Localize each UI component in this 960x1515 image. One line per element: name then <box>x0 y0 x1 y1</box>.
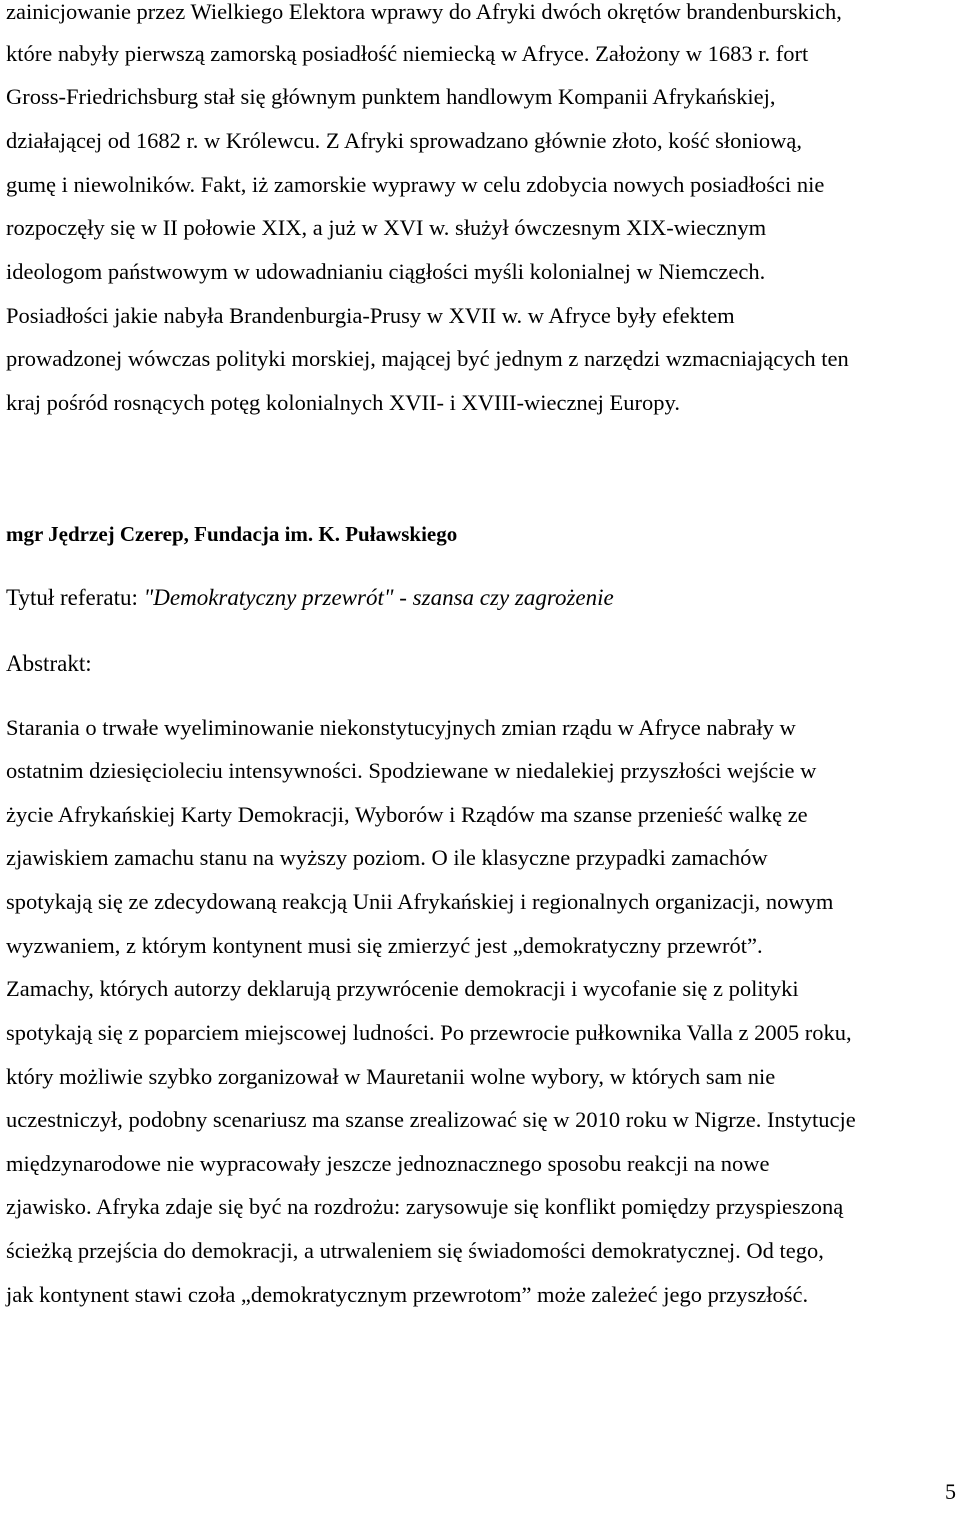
paragraph-line: prowadzonej wówczas polityki morskiej, mającej być jednym z narzędzi wzmacniających ten <box>6 346 849 371</box>
abstract-line: Zamachy, których autorzy deklarują przywrócenie demokracji i wycofanie się z polityki <box>6 976 799 1001</box>
abstract-line: który możliwie szybko zorganizował w Mauretanii wolne wybory, w których sam nie <box>6 1064 776 1089</box>
abstract-line: zjawisko. Afryka zdaje się być na rozdrożu: zarysowuje się konflikt pomiędzy przyspieszoną <box>6 1194 844 1219</box>
abstract-line: Starania o trwałe wyeliminowanie niekonstytucyjnych zmian rządu w Afryce nabrały w <box>6 715 796 740</box>
paragraph-line: rozpoczęły się w II połowie XIX, a już w XVI w. służył ówczesnym XIX-wiecznym <box>6 215 767 240</box>
title-label: Tytuł referatu: <box>6 585 144 610</box>
paragraph-line: kraj pośród rosnących potęg kolonialnych XVII- i XVIII-wiecznej Europy. <box>6 390 680 415</box>
abstract-line: ostatnim dziesięcioleciu intensywności. Spodziewane w niedalekiej przyszłości wejście w <box>6 758 817 783</box>
paragraph-line: gumę i niewolników. Fakt, iż zamorskie wyprawy w celu zdobycia nowych posiadłości nie <box>6 172 825 197</box>
paragraph-line: zainicjowanie przez Wielkiego Elektora wprawy do Afryki dwóch okrętów brandenburskich, <box>6 0 842 24</box>
abstract-heading: Abstrakt: <box>6 651 92 676</box>
abstract-line: spotykają się z poparciem miejscowej ludności. Po przewrocie pułkownika Valla z 2005 roku, <box>6 1020 852 1045</box>
abstract-line: jak kontynent stawi czoła „demokratycznym przewrotom” może zależeć jego przyszłość. <box>6 1282 809 1307</box>
paragraph-line: Posiadłości jakie nabyła Brandenburgia-Prusy w XVII w. w Afryce były efektem <box>6 303 735 328</box>
abstract-line: życie Afrykańskiej Karty Demokracji, Wyborów i Rządów ma szanse przenieść walkę ze <box>6 802 808 827</box>
abstract-line: uczestniczył, podobny scenariusz ma szanse zrealizować się w 2010 roku w Nigrze. Instytucje <box>6 1107 856 1132</box>
abstract-line: międzynarodowe nie wypracowały jeszcze jednoznacznego sposobu reakcji na nowe <box>6 1151 770 1176</box>
author-line: mgr Jędrzej Czerep, Fundacja im. K. Puławskiego <box>6 522 458 546</box>
paragraph-line: Gross-Friedrichsburg stał się głównym punktem handlowym Kompanii Afrykańskiej, <box>6 84 776 109</box>
abstract-line: spotykają się ze zdecydowaną reakcją Unii Afrykańskiej i regionalnych organizacji, nowym <box>6 889 834 914</box>
title-text: "Demokratyczny przewrót" - szansa czy zagrożenie <box>143 585 614 610</box>
paragraph-line: ideologom państwowym w udowadnianiu ciągłości myśli kolonialnej w Niemczech. <box>6 259 766 284</box>
page-number: 5 <box>945 1479 956 1504</box>
abstract-line: zjawiskiem zamachu stanu na wyższy poziom. O ile klasyczne przypadki zamachów <box>6 845 768 870</box>
abstract-line: ścieżką przejścia do demokracji, a utrwaleniem się świadomości demokratycznej. Od tego, <box>6 1238 824 1263</box>
paragraph-line: które nabyły pierwszą zamorską posiadłość niemiecką w Afryce. Założony w 1683 r. fort <box>6 41 809 66</box>
paragraph-line: działającej od 1682 r. w Królewcu. Z Afryki sprowadzano głównie złoto, kość słoniową, <box>6 128 803 153</box>
abstract-line: wyzwaniem, z którym kontynent musi się zmierzyć jest „demokratyczny przewrót”. <box>6 933 763 958</box>
paper-title <box>6 584 614 612</box>
